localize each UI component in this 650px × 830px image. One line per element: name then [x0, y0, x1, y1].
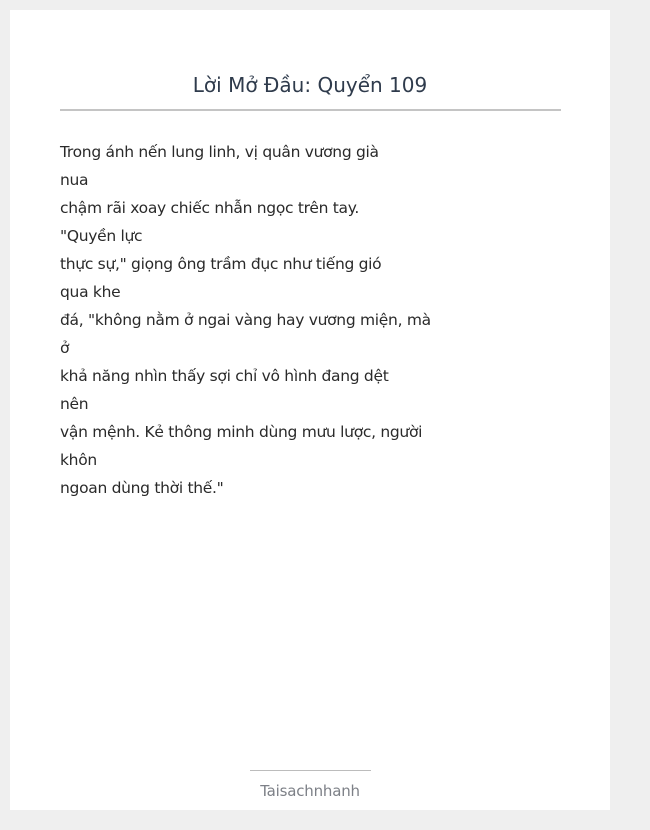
document-page [10, 10, 610, 810]
text-line: khôn [60, 451, 97, 469]
text-line: đá, "không nằm ở ngai vàng hay vương miện, mà [60, 311, 431, 329]
text-line: chậm rãi xoay chiếc nhẫn ngọc trên tay. [60, 199, 360, 217]
title-divider [60, 109, 561, 111]
text-line: ngoan dùng thời thế." [60, 479, 224, 497]
body-paragraph [60, 138, 440, 502]
text-line: qua khe [60, 283, 121, 301]
footer-divider [250, 770, 371, 771]
text-line: khả năng nhìn thấy sợi chỉ vô hình đang dệt [60, 367, 389, 385]
text-line: nua [60, 171, 89, 189]
footer-site-name: Taisachnhanh [260, 782, 360, 800]
text-line: nên [60, 395, 89, 413]
text-line: vận mệnh. Kẻ thông minh dùng mưu lược, người [60, 423, 423, 441]
text-line: "Quyền lực [60, 227, 143, 245]
page-title: Lời Mở Đầu: Quyển 109 [192, 73, 428, 97]
text-line: thực sự," giọng ông trầm đục như tiếng gió [60, 255, 382, 273]
text-line: Trong ánh nến lung linh, vị quân vương già [60, 143, 379, 161]
text-line: ở [60, 339, 70, 357]
